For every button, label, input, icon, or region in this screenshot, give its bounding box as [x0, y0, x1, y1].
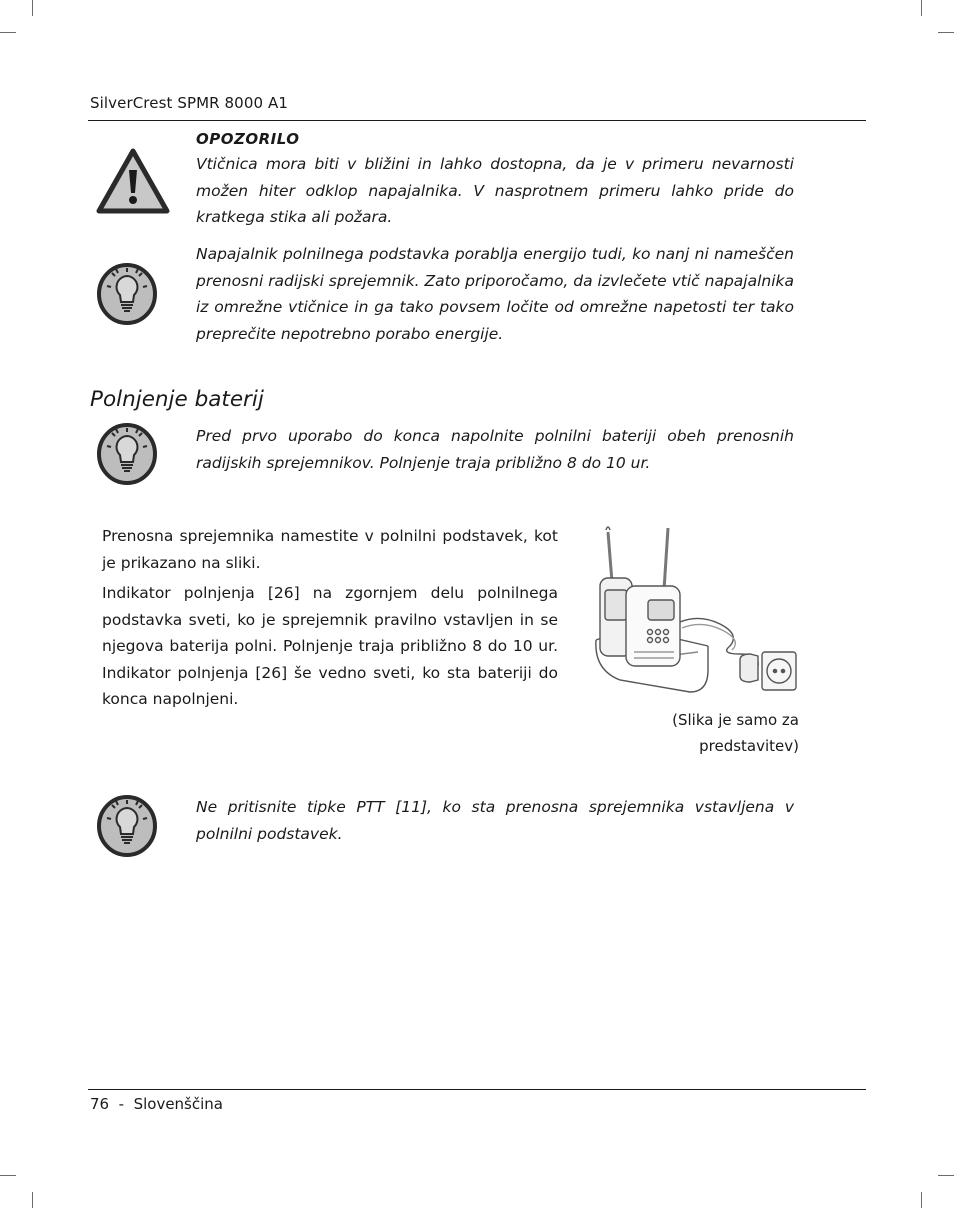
crop-mark	[32, 1192, 33, 1208]
figure-caption	[619, 707, 799, 759]
body-paragraph: Prenosna sprejemnika namestite v polnilni podstavek, kot je prikazano na sliki.	[102, 527, 558, 572]
crop-mark	[0, 1175, 16, 1176]
warning-block	[196, 130, 794, 231]
crop-mark	[32, 0, 33, 16]
warning-title: OPOZORILO	[196, 130, 300, 148]
section-title: Polnjenje baterij	[90, 387, 264, 412]
figure-caption-line: (Slika je samo za	[672, 711, 799, 729]
body-paragraph: Indikator polnjenja [26] na zgornjem delu polnilnega podstavka sveti, ko je sprejemnik pravilno vstavljen in se njegova baterija polni. Polnjenje traja približno 8 do 10 ur. Indikator polnjenja [26] še vedno sveti, ko sta bateriji do konca napolnjeni.	[102, 584, 558, 708]
header-rule	[88, 120, 866, 121]
charging-station-illustration	[590, 520, 802, 702]
crop-mark	[921, 0, 922, 16]
lightbulb-icon	[96, 794, 158, 862]
crop-mark	[0, 32, 16, 33]
tip-energy-text: Napajalnik polnilnega podstavka porablja energijo tudi, ko nanj ni nameščen prenosni radijski sprejemnik. Zato priporočamo, da izvlečete vtič napajalnika iz omrežne vtičnice in ga tako povsem ločite od omrežne napetosti ter tako preprečite nepotrebno porabo energije.	[196, 245, 794, 343]
tip-first-use-text: Pred prvo uporabo do konca napolnite polnilni bateriji obeh prenosnih radijskih sprejemnikov. Polnjenje traja približno 8 do 10 ur.	[196, 427, 794, 472]
crop-mark	[938, 32, 954, 33]
figure-caption-line: predstavitev)	[699, 737, 799, 755]
warning-text: Vtičnica mora biti v bližini in lahko dostopna, da je v primeru nevarnosti možen hiter odklop napajalnika. V nasprotnem primeru lahko pride do kratkega stika ali požara.	[196, 155, 794, 226]
page-header-title: SilverCrest SPMR 8000 A1	[90, 94, 288, 112]
crop-mark	[921, 1192, 922, 1208]
lightbulb-icon	[96, 262, 158, 330]
warning-triangle-icon	[96, 148, 170, 218]
page-footer: 76 - Slovenščina	[90, 1095, 223, 1113]
footer-rule	[88, 1089, 866, 1090]
crop-mark	[938, 1175, 954, 1176]
tip-ptt-text: Ne pritisnite tipke PTT [11], ko sta prenosna sprejemnika vstavljena v polnilni podstavek.	[196, 798, 794, 843]
body-text	[102, 523, 558, 713]
lightbulb-icon	[96, 422, 158, 490]
